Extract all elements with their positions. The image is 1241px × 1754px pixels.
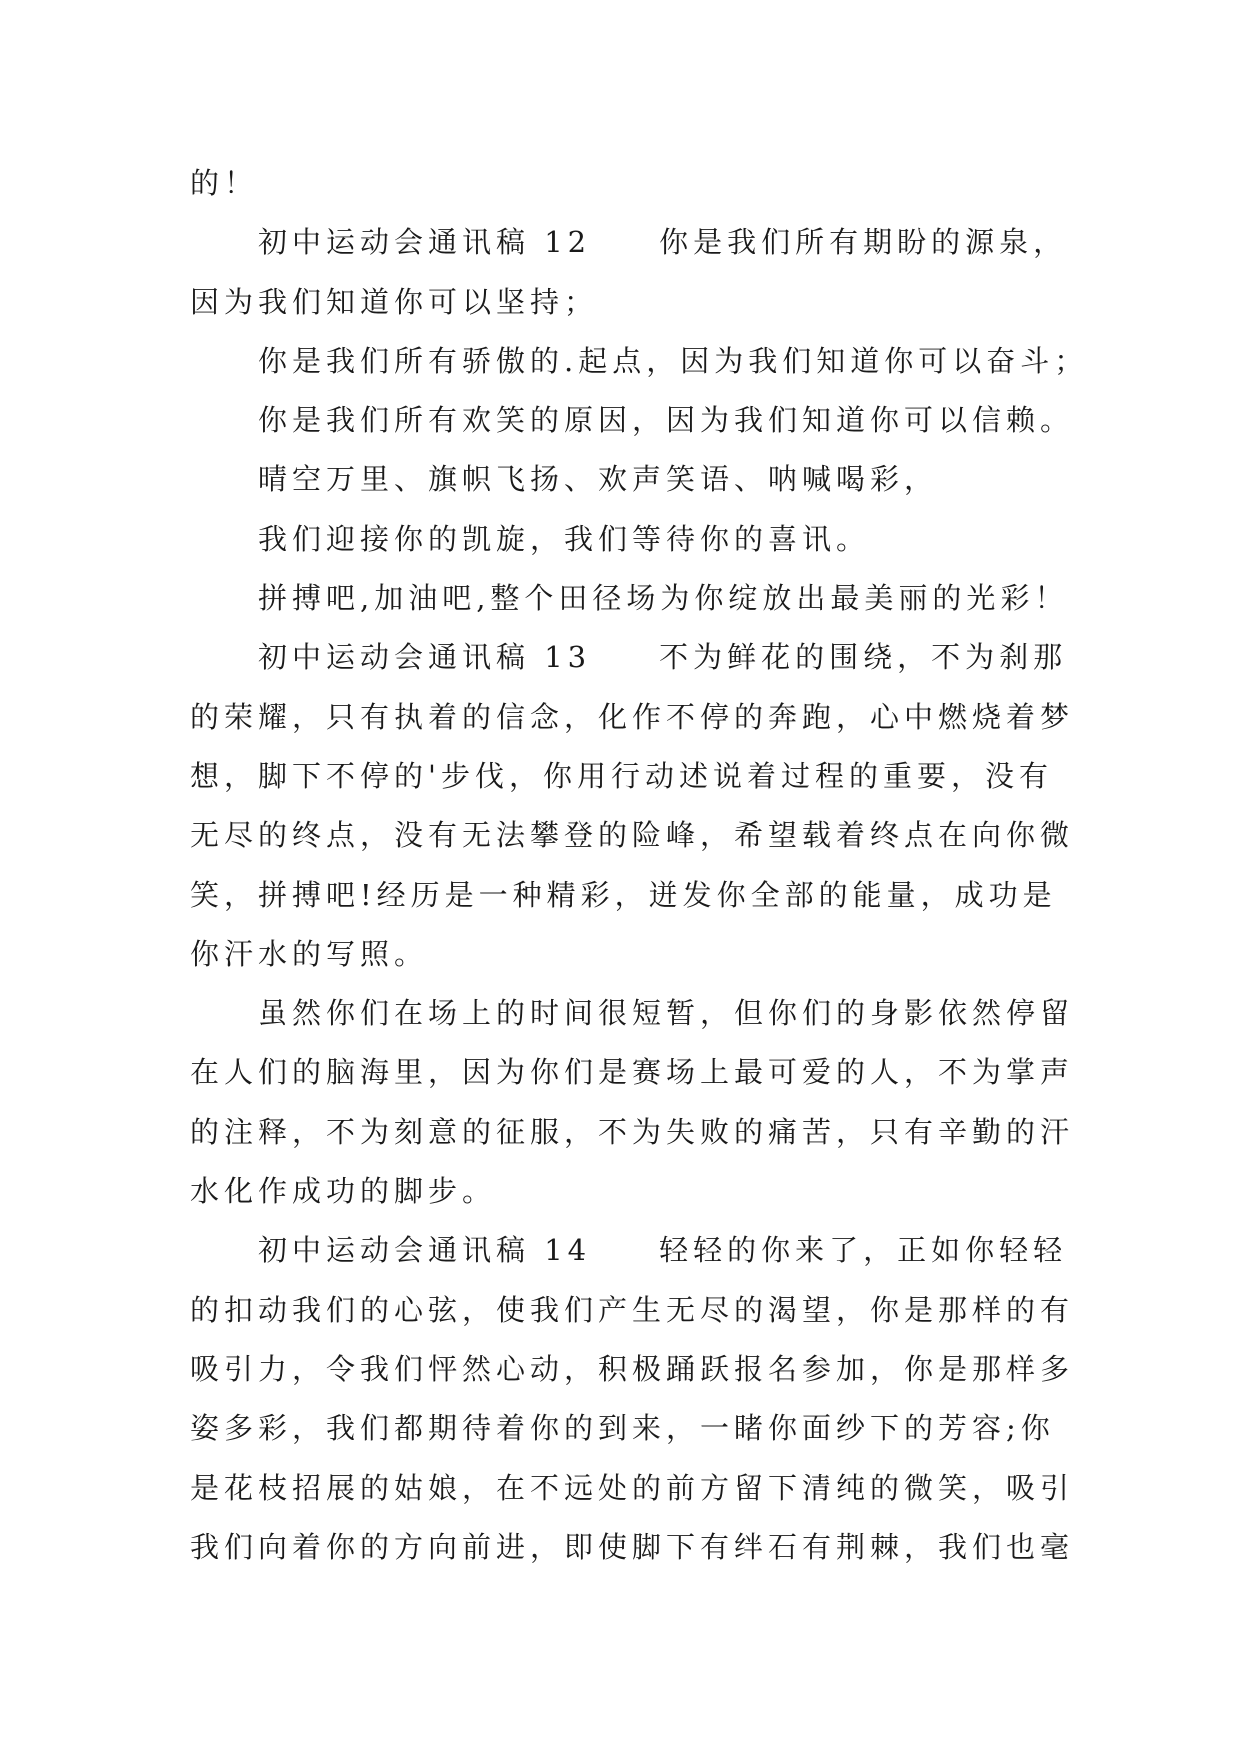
text-line: 水化作成功的脚步。 <box>190 1174 497 1209</box>
text-line: 姿多彩，我们都期待着你的到来，一睹你面纱下的芳容;你 <box>190 1411 1055 1446</box>
text-line: 你汗水的写照。 <box>190 936 429 971</box>
text-line: 虽然你们在场上的时间很短暂，但你们的身影依然停留 <box>258 996 1075 1031</box>
text-line: 无尽的终点，没有无法攀登的险峰，希望载着终点在向你微 <box>190 818 1075 853</box>
text-line: 你是我们所有欢笑的原因，因为我们知道你可以信赖。 <box>258 403 1075 438</box>
text-line: 初中运动会通讯稿 14 轻轻的你来了，正如你轻轻 <box>258 1233 1068 1268</box>
text-line: 因为我们知道你可以坚持； <box>190 284 599 319</box>
text-line: 的扣动我们的心弦，使我们产生无尽的渴望，你是那样的有 <box>190 1292 1075 1327</box>
text-line: 笑，拼搏吧!经历是一种精彩，迸发你全部的能量，成功是 <box>190 877 1057 912</box>
text-line: 你是我们所有骄傲的.起点，因为我们知道你可以奋斗； <box>258 343 1089 378</box>
body-text <box>190 154 1089 1577</box>
text-line: 是花枝招展的姑娘，在不远处的前方留下清纯的微笑，吸引 <box>190 1470 1075 1505</box>
text-line: 我们迎接你的凯旋，我们等待你的喜讯。 <box>258 521 871 556</box>
text-line: 初中运动会通讯稿 13 不为鲜花的围绕，不为刹那 <box>258 640 1068 675</box>
text-line: 的注释，不为刻意的征服，不为失败的痛苦，只有辛勤的汗 <box>190 1114 1075 1149</box>
text-line: 想，脚下不停的'步伐，你用行动述说着过程的重要，没有 <box>190 758 1053 793</box>
text-line: 拼搏吧,加油吧,整个田径场为你绽放出最美丽的光彩！ <box>258 581 1069 616</box>
text-line: 在人们的脑海里，因为你们是赛场上最可爱的人，不为掌声 <box>190 1055 1075 1090</box>
text-line: 我们向着你的方向前进，即使脚下有绊石有荆棘，我们也毫 <box>190 1529 1075 1564</box>
text-line: 初中运动会通讯稿 12 你是我们所有期盼的源泉， <box>258 225 1068 260</box>
text-line: 晴空万里、旗帜飞扬、欢声笑语、呐喊喝彩， <box>258 462 939 497</box>
text-line: 的荣耀，只有执着的信念，化作不停的奔跑，心中燃烧着梦 <box>190 699 1075 734</box>
text-line: 的！ <box>190 166 259 200</box>
text-line: 吸引力，令我们怦然心动，积极踊跃报名参加，你是那样多 <box>190 1351 1075 1386</box>
